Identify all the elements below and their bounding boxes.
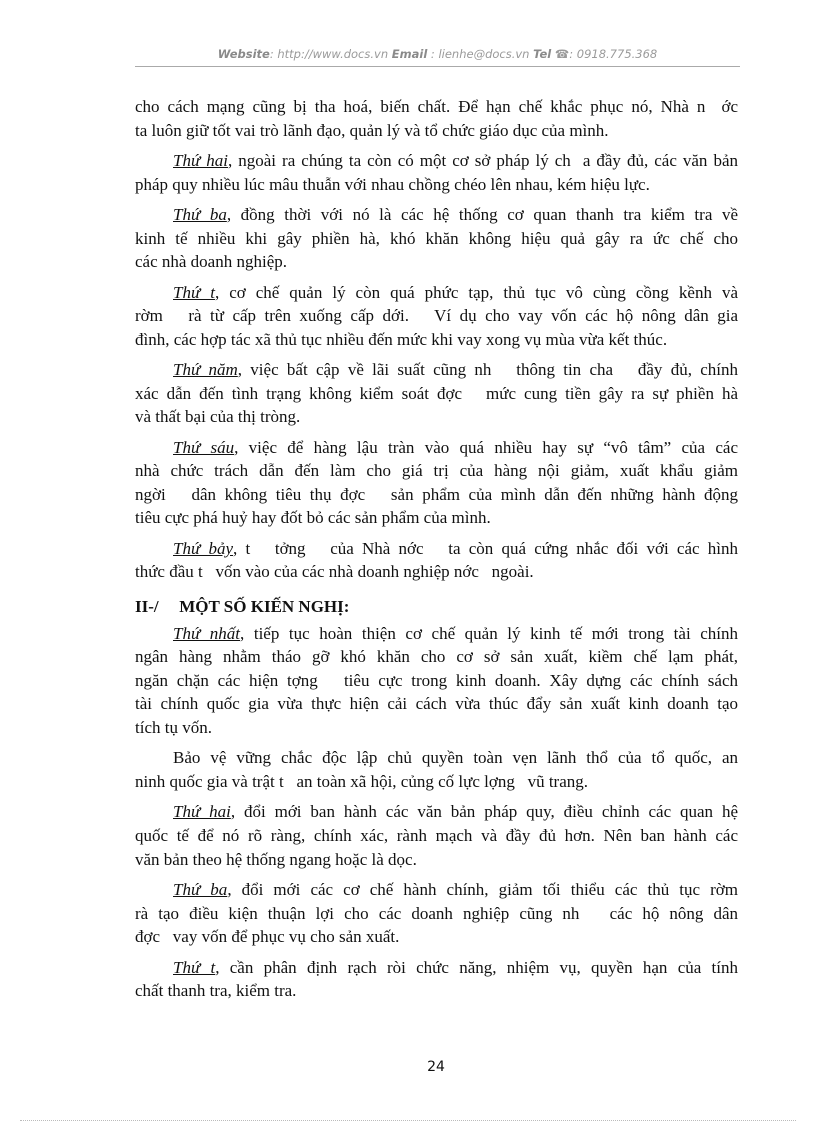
text-line (135, 800, 738, 824)
line-text: đình, các hợp tác xã thủ tục nhiều đến mức khi vay xong vụ mùa vừa kết thúc. (135, 329, 668, 349)
paragraph-lead: Thứ bảy (173, 538, 233, 558)
line-text: đợc vay vốn để phục vụ cho sản xuất. (135, 927, 400, 947)
section-heading (135, 595, 738, 619)
text-line (135, 848, 738, 872)
text-line (135, 537, 738, 561)
line-text: nhà chức trách dẫn đến làm cho giá trị của hàng nội giảm, xuất khẩu giảm (135, 461, 738, 481)
page-bottom-border (20, 1120, 796, 1121)
paragraph-lead: Thứ sáu (173, 437, 235, 457)
line-text: ngân hàng nhằm tháo gỡ khó khăn cho cơ sở sản xuất, kiềm chế lạm phát, (135, 647, 738, 667)
paragraph (135, 203, 738, 274)
text-line (135, 956, 738, 980)
line-text: ta luôn giữ tốt vai trò lãnh đạo, quản lý và tổ chức giáo dục của mình. (135, 120, 609, 140)
paragraph-lead: Thứ năm (173, 360, 238, 380)
line-text: cho cách mạng cũng bị tha hoá, biến chất. Để hạn chế khắc phục nó, Nhà n ớc (135, 97, 738, 116)
text-line (135, 149, 738, 173)
text-line (135, 173, 738, 197)
page-header (135, 47, 740, 61)
text-line (135, 382, 738, 406)
paragraph (135, 956, 738, 1003)
paragraph (135, 800, 738, 871)
line-text: rờm rà từ cấp trên xuống cấp dới. Ví dụ cho vay vốn các hộ nông dân gia (135, 306, 738, 326)
paragraph (135, 281, 738, 352)
line-text: , ngoài ra chúng ta còn có một cơ sở pháp lý ch a đầy đủ, các văn bản (227, 150, 738, 170)
text-line (135, 902, 738, 926)
line-text: tích tụ vốn. (135, 718, 212, 738)
paragraph (135, 149, 738, 196)
paragraph-lead: Thứ t (173, 282, 215, 302)
text-line (135, 824, 738, 848)
line-text: , đổi mới ban hành các văn bản pháp quy, điều chỉnh các quan hệ (230, 802, 738, 822)
text-line (135, 560, 738, 584)
line-text: ngời dân không tiêu thụ đợc sản phẩm của mình dẫn đến những hành động (135, 484, 738, 504)
line-text: , đổi mới các cơ chế hành chính, giảm tối thiểu các thủ tục rờm (227, 879, 739, 899)
line-text: văn bản theo hệ thống ngang hoặc là dọc. (135, 849, 417, 869)
email-label: Email (391, 47, 428, 61)
line-text: pháp quy nhiều lúc mâu thuẫn với nhau chồng chéo lên nhau, kém hiệu lực. (135, 174, 650, 194)
text-line (135, 436, 738, 460)
line-text: , đồng thời với nó là các hệ thống cơ quan thanh tra kiểm tra về (226, 204, 738, 224)
text-line (135, 979, 738, 1003)
paragraph (135, 537, 738, 584)
line-text: , việc bất cập về lãi suất cũng nh thông tin cha đầy đủ, chính (237, 360, 738, 380)
tel-value: : 0918.775.368 (569, 47, 658, 61)
paragraph (135, 95, 738, 142)
website-label: Website (217, 47, 270, 61)
email-value: : lienhe@docs.vn (430, 47, 530, 61)
tel-label: Tel (533, 47, 552, 61)
website-value: : http://www.docs.vn (269, 47, 389, 61)
line-text: quốc tế để nó rõ ràng, chính xác, rành mạch và đầy đủ hơn. Nên ban hành các (135, 826, 738, 845)
line-text: , việc để hàng lậu tràn vào quá nhiều hay sự “vô tâm” của các (234, 437, 739, 457)
paragraph-lead: Thứ hai (173, 802, 231, 822)
text-line (135, 645, 738, 669)
line-text: xác dẫn đến tình trạng không kiểm soát đợc mức cung tiền gây ra sự phiền hà (135, 383, 738, 403)
text-line (135, 925, 738, 949)
paragraph (135, 878, 738, 949)
paragraph (135, 622, 738, 740)
text-line (135, 483, 738, 507)
text-line (135, 227, 738, 251)
line-text: , cần phân định rạch ròi chức năng, nhiệm vụ, quyền hạn của tính (215, 957, 739, 977)
section-number: II-/ (135, 597, 159, 617)
header-divider (135, 66, 740, 67)
paragraph-lead: Thứ ba (173, 879, 228, 899)
line-text: thức đầu t vốn vào của các nhà doanh nghiệp nớc ngoài. (135, 562, 534, 582)
text-line (135, 746, 738, 770)
text-line (135, 119, 738, 143)
paragraph (135, 358, 738, 429)
text-line (135, 459, 738, 483)
line-text: chất thanh tra, kiểm tra. (135, 981, 297, 1001)
paragraph-lead: Thứ ba (173, 204, 227, 224)
paragraph-lead: Thứ nhất (173, 623, 241, 643)
paragraph (135, 436, 738, 530)
text-line (135, 328, 738, 352)
text-line (135, 770, 738, 794)
text-line (135, 405, 738, 429)
text-line (135, 716, 738, 740)
text-line (135, 203, 738, 227)
line-text: , cơ chế quản lý còn quá phức tạp, thủ tục vô cùng cồng kềnh và (214, 282, 739, 302)
paragraph-lead: Thứ hai (173, 150, 228, 170)
text-line (135, 692, 738, 716)
line-text: các nhà doanh nghiệp. (135, 252, 287, 272)
line-text: rà tạo điều kiện thuận lợi cho các doanh nghiệp cũng nh các hộ nông dân (135, 903, 738, 923)
document-body (135, 95, 738, 1010)
page-number: 24 (427, 1059, 445, 1075)
line-text: , t tởng của Nhà nớc ta còn quá cứng nhắc đối với các hình (233, 538, 738, 558)
paragraph-group-problems (135, 95, 738, 584)
line-text: Bảo vệ vững chắc độc lập chủ quyền toàn vẹn lãnh thổ của tổ quốc, an (173, 748, 738, 768)
line-text: , tiếp tục hoàn thiện cơ chế quản lý kinh tế mới trong tài chính (240, 623, 739, 643)
text-line (135, 281, 738, 305)
line-text: tài chính quốc gia vừa thực hiện cải cách vừa thúc đẩy sản xuất kinh doanh tạo (135, 694, 738, 714)
text-line (135, 358, 738, 382)
line-text: ngăn chặn các hiện tợng tiêu cực trong kinh doanh. Xây dựng các chính sách (135, 670, 738, 690)
text-line (135, 250, 738, 274)
text-line (135, 304, 738, 328)
paragraph-lead: Thứ t (173, 957, 216, 977)
paragraph (135, 746, 738, 793)
text-line (135, 622, 738, 646)
text-line (135, 669, 738, 693)
phone-icon: ☎ (554, 47, 570, 61)
paragraph-group-recommendations (135, 622, 738, 1003)
line-text: kinh tế nhiều khi gây phiền hà, khó khăn không hiệu quả gây ra ức chế cho (135, 228, 738, 248)
section-title: MỘT SỐ KIẾN NGHỊ: (179, 597, 350, 617)
line-text: và thất bại của thị tròng. (135, 407, 301, 427)
line-text: tiêu cực phá huỷ hay đốt bỏ các sản phẩm của mình. (135, 508, 491, 528)
text-line (135, 506, 738, 530)
line-text: ninh quốc gia và trật t an toàn xã hội, củng cố lực lợng vũ trang. (135, 772, 589, 792)
text-line (135, 95, 738, 119)
text-line (135, 878, 738, 902)
